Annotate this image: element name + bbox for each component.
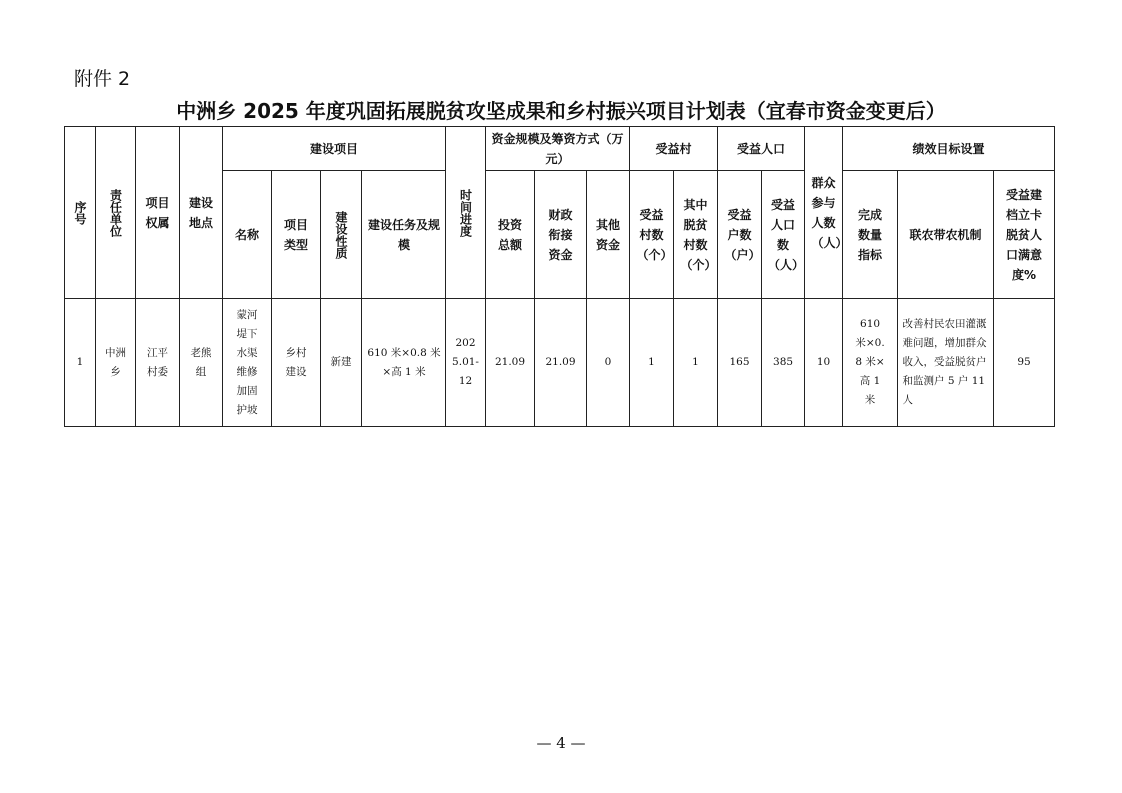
cell-type: 乡村建设	[272, 299, 321, 427]
header-location: 建设地点	[180, 127, 223, 299]
header-ownership: 项目权属	[136, 127, 180, 299]
header-total: 投资总额	[486, 171, 535, 299]
cell-seq: 1	[65, 299, 96, 427]
cell-other: 0	[587, 299, 630, 427]
page-number: — 4 —	[536, 734, 586, 752]
cell-participants: 10	[805, 299, 843, 427]
attachment-label: 附件 2	[74, 68, 131, 90]
header-fiscal: 财政衔接资金	[535, 171, 587, 299]
header-population-group: 受益人口	[718, 127, 805, 171]
header-persons: 受益人口数（人）	[762, 171, 805, 299]
header-mechanism: 联农带农机制	[898, 171, 994, 299]
cell-unit: 中洲乡	[96, 299, 136, 427]
header-households: 受益户数（户）	[718, 171, 762, 299]
cell-total: 21.09	[486, 299, 535, 427]
cell-satisfaction: 95	[994, 299, 1055, 427]
cell-poor-village-count: 1	[674, 299, 718, 427]
cell-nature: 新建	[321, 299, 362, 427]
cell-households: 165	[718, 299, 762, 427]
header-performance-group: 绩效目标设置	[843, 127, 1055, 171]
cell-village-count: 1	[630, 299, 674, 427]
header-scale: 建设任务及规模	[362, 171, 446, 299]
cell-location: 老熊组	[180, 299, 223, 427]
header-satisfaction: 受益建档立卡脱贫人口满意度%	[994, 171, 1055, 299]
cell-ownership: 江平村委	[136, 299, 180, 427]
cell-fiscal: 21.09	[535, 299, 587, 427]
cell-mechanism: 改善村民农田灌溉难问题，增加群众收入，受益脱贫户和监测户 5 户 11 人	[898, 299, 994, 427]
cell-schedule: 2025.01-12	[446, 299, 486, 427]
cell-persons: 385	[762, 299, 805, 427]
cell-name: 蒙河堤下水渠维修加固护坡	[223, 299, 272, 427]
header-poor-village-count: 其中脱贫村数（个）	[674, 171, 718, 299]
header-project-group: 建设项目	[223, 127, 446, 171]
cell-completion: 610 米×0.8 米×高 1 米	[843, 299, 898, 427]
page-title: 中洲乡 2025 年度巩固拓展脱贫攻坚成果和乡村振兴项目计划表（宜春市资金变更后）	[176, 99, 946, 123]
header-nature: 建设性质	[321, 171, 362, 299]
header-schedule: 时间进度	[446, 127, 486, 299]
header-name: 名称	[223, 171, 272, 299]
header-other: 其他资金	[587, 171, 630, 299]
header-village-group: 受益村	[630, 127, 718, 171]
table-row	[65, 299, 1055, 427]
header-type: 项目类型	[272, 171, 321, 299]
header-completion: 完成数量指标	[843, 171, 898, 299]
header-funds-group: 资金规模及筹资方式（万元）	[486, 127, 630, 171]
header-village-count: 受益村数（个）	[630, 171, 674, 299]
header-unit: 责任单位	[96, 127, 136, 299]
cell-scale: 610 米×0.8 米×高 1 米	[362, 299, 446, 427]
header-seq: 序号	[65, 127, 96, 299]
header-participants: 群众参与人数（人）	[805, 127, 843, 299]
project-plan-table	[64, 126, 1055, 427]
